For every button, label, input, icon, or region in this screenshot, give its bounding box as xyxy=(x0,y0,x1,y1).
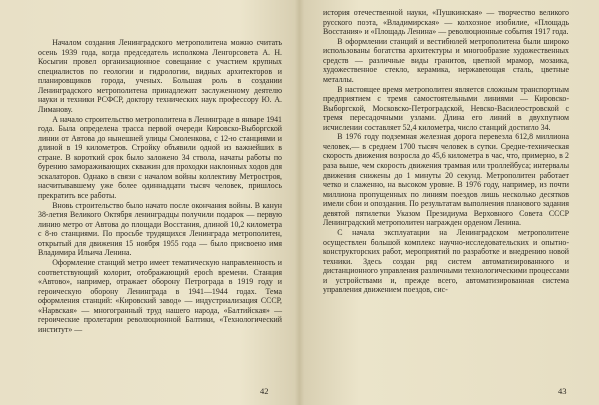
paragraph: В 1976 году подземная железная дорога перевезла 612,8 миллиона человек,— в среднем 1700 тысяч человек в сутки. Средне-техническая скорость движения возросла до 45,6 километра в час, что, примерно, в 2 раза выше, чем скорость движения трамвая или троллейбуса; интервалы движения снижены до 1 минуты 20 секунд. Метрополитен работает четко и слаженно, на высоком уровне. В 1976 году, например, из почти миллиона пропущенных по линиям поездов лишь несколько десятков имели сбои и опоздания. По результатам выполнения планового задания девятой пятилетки Указом Президиума Верховного Совета СССР Ленинградский метрополитен награжден орденом Ленина. xyxy=(323,132,569,228)
right-page-text xyxy=(323,8,569,295)
paragraph: В настоящее время метрополитен является сложным транспортным предприятием с тремя самостоятельными линиями — Кировско-Выборгской, Московско-Петроградской, Невско-Василеостровской с тремя пересадочными узлами. Длина его линий в двухпутном исчислении составляет 52,4 километра, число станций достигло 34. xyxy=(323,84,569,132)
paragraph: Началом создания Ленинградского метрополитена можно считать осень 1939 года, когда председатель исполкома Ленгорсовета А. Н. Косыгин провел организационное совещание с участием крупных специалистов по геологии и гидрологии, видных архитекторов и планировщиков города, ученых. Большая роль в создании Ленинградского метрополитена принадлежит заслуженному деятелю науки и техники РСФСР, доктору технических наук профессору Ю. А. Лиманову. xyxy=(38,38,282,114)
paragraph: Оформление станций метро имеет тематическую направленность и соответствующий колорит, отображающий epoch времени. Станция «Автово», например, отражает оборону Петрограда в 1919 году и героическую оборону Ленинграда в 1941—1944 годах. Тема оформления станций: «Кировский завод» — индустриализация СССР, «Нарвская» — многогранный труд нашего народа, «Балтийская» — героические пролетарии революционной Балтики, «Технологический институт» — xyxy=(38,257,282,334)
right-page xyxy=(301,0,599,405)
paragraph: С начала эксплуатации на Ленинградском метрополитене осуществлен большой комплекс научно-исследовательских и опытно-конструкторских работ, мероприятий по разработке и внедрению новой техники. Здесь создан ряд систем автоматизированного и дистанционного управления различными технологическими процессами и устройствами и, прежде всего, автоматизированная система управления движением поездов, сис- xyxy=(323,227,569,295)
left-page-text xyxy=(38,38,282,334)
page-number: 43 xyxy=(558,386,567,396)
paragraph: А начало строительство метрополитена в Ленинграде в январе 1941 года. Была определена трасса первой очереди Кировско-Выборгской линии от Автова до нынешней улицы Смоленкова, с 12-ю станциями и длиной в 19 километров. Стройку объявили одной из важнейших в стране. В короткий срок было заложено 34 ствола, начаты работы по бурению замораживающих скважин для проходки наклонных ходов для эскалаторов. Однако в связи с началом войны коллективу Метростроя, насчитывавшему уже более одиннадцати тысяч человек, пришлось прекратить все работы. xyxy=(38,114,282,200)
paragraph: Вновь строительство было начато после окончания войны. В канун 38-летия Великого Октября ленинградцы получили подарок — первую линию метро от Автова до площади Восстания, длиной 10,2 километра с 8-ю станциями. По просьбе трудящихся Ленинграда метрополитен, открытый для движения 15 ноября 1955 года — было присвоено имя Владимира Ильича Ленина. xyxy=(38,200,282,258)
left-page xyxy=(0,0,298,405)
page-number: 42 xyxy=(260,386,269,396)
paragraph: В оформлении станций и вестибюлей метрополитена были широко использованы богатства архитектуры и многообразие художественных средств — различные виды гранитов, цветной мрамор, мозаика, художественное стекло, керамика, нержавеющая сталь, цветные металлы. xyxy=(323,36,569,84)
paragraph: история отечественной науки, «Пушкинская» — творчество великого русского поэта, «Владимирская» — колхозное изобилие, «Площадь Восстания» и «Площадь Ленина» — революционные события 1917 года. xyxy=(323,8,569,37)
